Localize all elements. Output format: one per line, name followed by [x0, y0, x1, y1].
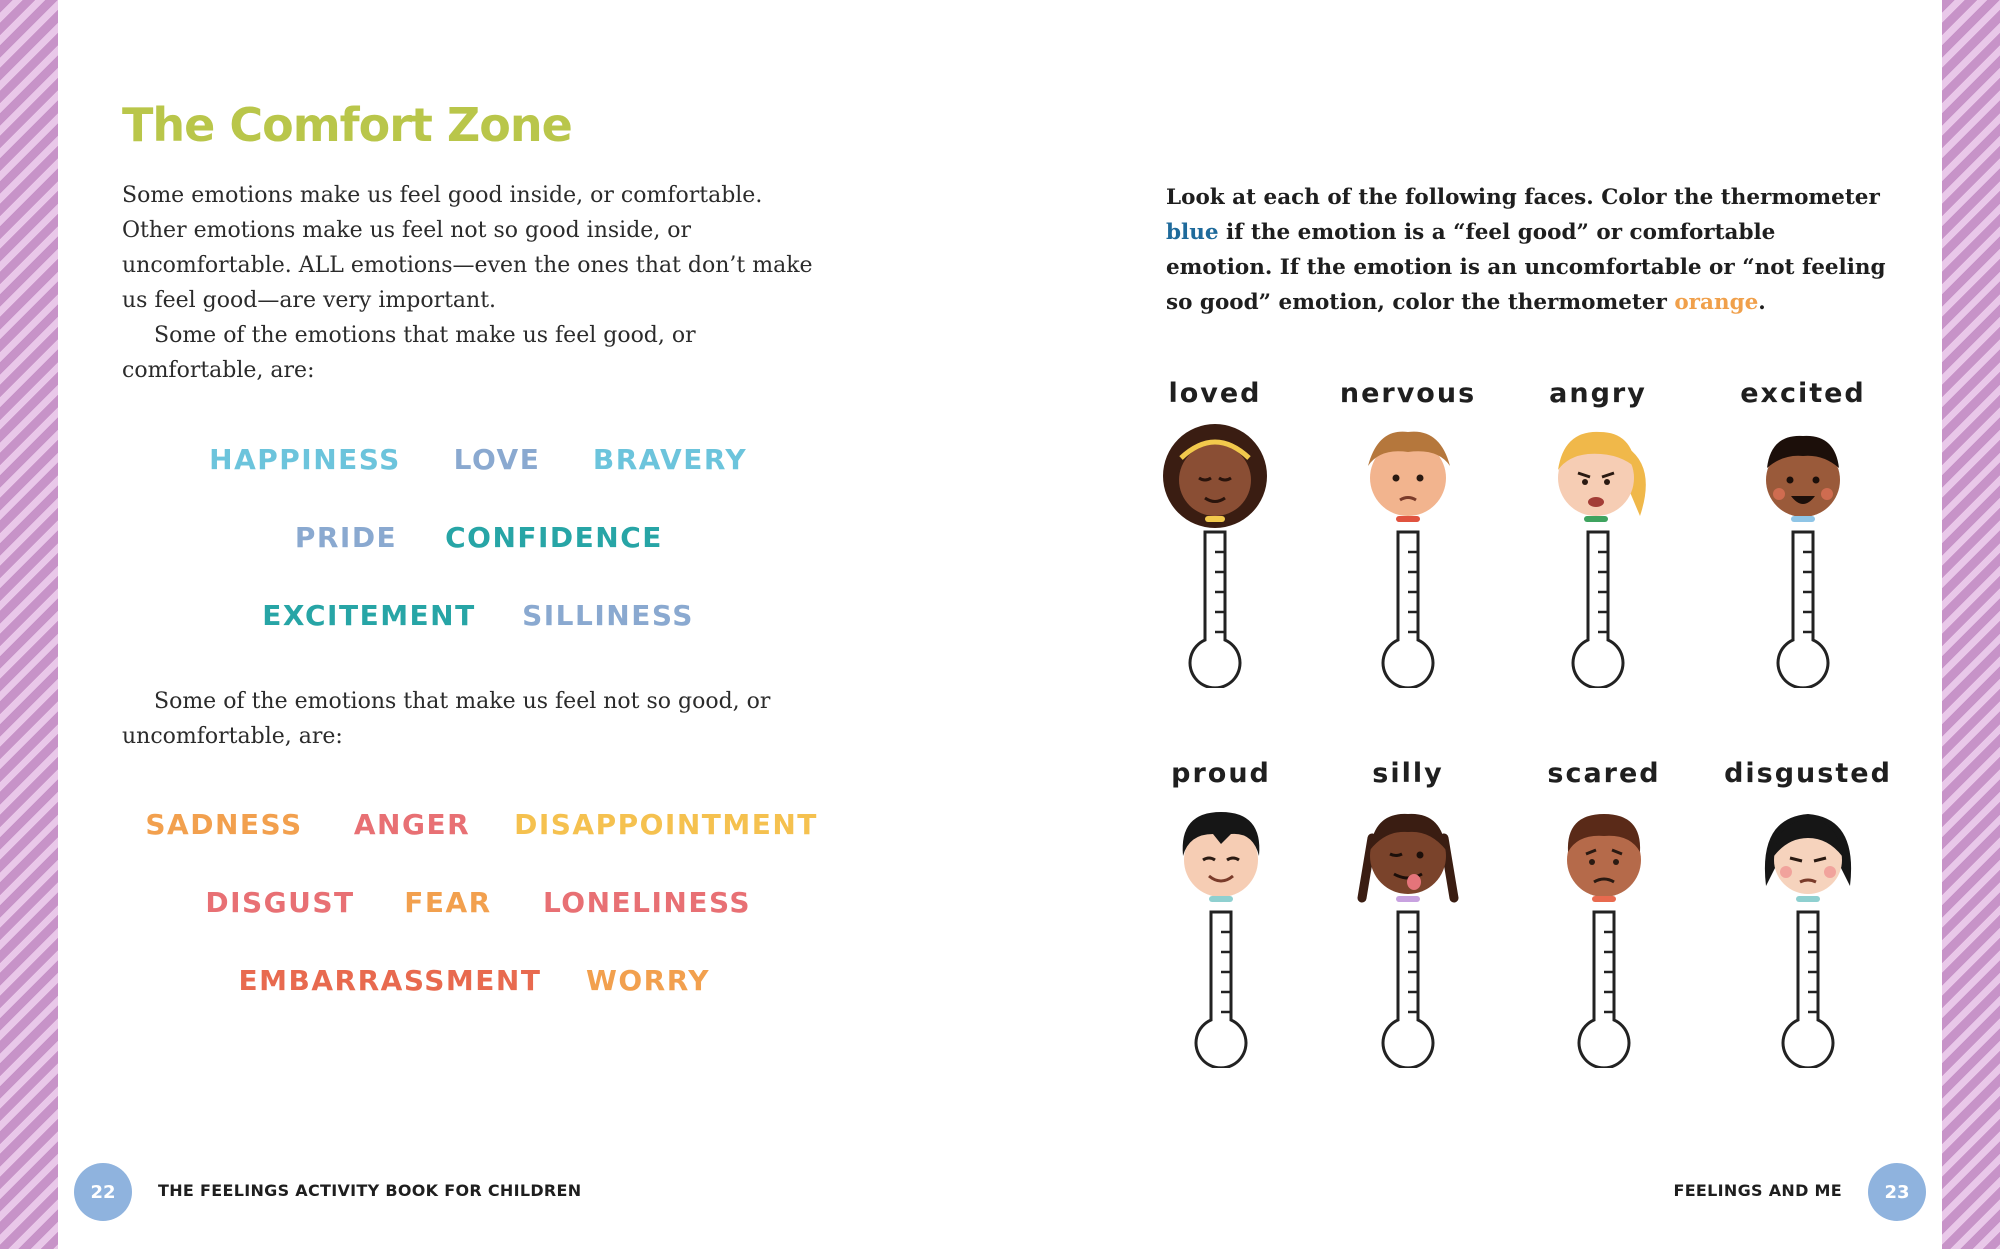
emotion-label: silly [1372, 758, 1444, 789]
emotion-word: HAPPINESS [209, 443, 401, 476]
left-border-stripe [0, 0, 58, 1249]
thermometer-icon[interactable] [1571, 908, 1637, 1068]
emotion-word: EMBARRASSMENT [238, 964, 542, 997]
footer-book-title: THE FEELINGS ACTIVITY BOOK FOR CHILDREN [158, 1181, 582, 1200]
instructions-text-3: . [1758, 290, 1766, 315]
emotion-label: angry [1549, 378, 1647, 409]
emotion-word: SADNESS [145, 808, 303, 841]
face-item-excited [1718, 378, 1888, 718]
child-face-silly-icon [1348, 798, 1468, 908]
child-face-excited-icon [1743, 418, 1863, 528]
emotion-label: scared [1547, 758, 1661, 789]
emotion-word: BRAVERY [592, 443, 748, 476]
face-item-angry [1513, 378, 1683, 718]
instructions-blue-word: blue [1166, 220, 1219, 245]
emotion-label: proud [1171, 758, 1271, 789]
emotion-label: excited [1740, 378, 1866, 409]
emotion-word: PRIDE [294, 521, 398, 554]
instructions-text-2: if the emotion is a “feel good” or comfortable emotion. If the emotion is an uncomfortable or “not feeling so good” emotion, color the thermometer [1166, 220, 1886, 315]
face-item-silly [1323, 758, 1493, 1098]
emotion-word: FEAR [404, 886, 492, 919]
emotion-word: WORRY [585, 964, 711, 997]
child-face-scared-icon [1544, 798, 1664, 908]
child-face-loved-icon [1155, 418, 1275, 528]
thermometer-icon[interactable] [1375, 908, 1441, 1068]
emotion-word: SILLINESS [522, 599, 694, 632]
child-face-nervous-icon [1348, 418, 1468, 528]
emotion-label: nervous [1339, 378, 1477, 409]
bad-emotions-lead: Some of the emotions that make us feel not so good, or uncomfortable, are: [122, 689, 771, 749]
page-number-right: 23 [1868, 1163, 1926, 1221]
right-border-stripe [1942, 0, 2000, 1249]
intro-text: Some emotions make us feel good inside, or comfortable. Other emotions make us feel not so good inside, or uncomfortable. ALL emotions—even the ones that don’t make us feel good—are very important. [122, 183, 813, 313]
thermometer-icon[interactable] [1770, 528, 1836, 688]
emotion-label: disgusted [1724, 758, 1892, 789]
bad-emotions-lead-paragraph [122, 684, 822, 754]
emotion-word: DISAPPOINTMENT [514, 808, 818, 841]
child-face-proud-icon [1161, 798, 1281, 908]
child-face-angry-icon [1538, 418, 1658, 528]
good-emotions-lead: Some of the emotions that make us feel good, or comfortable, are: [122, 323, 696, 383]
emotion-word: LONELINESS [542, 886, 752, 919]
face-item-disgusted [1723, 758, 1893, 1098]
emotion-word: EXCITEMENT [262, 599, 476, 632]
thermometer-icon[interactable] [1565, 528, 1631, 688]
thermometer-icon[interactable] [1182, 528, 1248, 688]
intro-paragraph [122, 178, 822, 388]
page-number-left: 22 [74, 1163, 132, 1221]
emotion-word: DISGUST [205, 886, 355, 919]
face-item-proud [1136, 758, 1306, 1098]
child-face-disgusted-icon [1748, 798, 1868, 908]
activity-instructions [1166, 180, 1886, 320]
page-title: The Comfort Zone [122, 98, 572, 152]
footer-chapter-title: FEELINGS AND ME [1673, 1181, 1842, 1200]
emotion-word: ANGER [353, 808, 471, 841]
thermometer-icon[interactable] [1375, 528, 1441, 688]
thermometer-icon[interactable] [1775, 908, 1841, 1068]
emotion-word: CONFIDENCE [445, 521, 663, 554]
instructions-orange-word: orange [1674, 290, 1759, 315]
emotion-word: LOVE [453, 443, 541, 476]
face-item-loved [1130, 378, 1300, 718]
emotion-label: loved [1168, 378, 1262, 409]
face-item-scared [1519, 758, 1689, 1098]
face-item-nervous [1323, 378, 1493, 718]
instructions-text-1: Look at each of the following faces. Color the thermometer [1166, 185, 1880, 210]
thermometer-icon[interactable] [1188, 908, 1254, 1068]
